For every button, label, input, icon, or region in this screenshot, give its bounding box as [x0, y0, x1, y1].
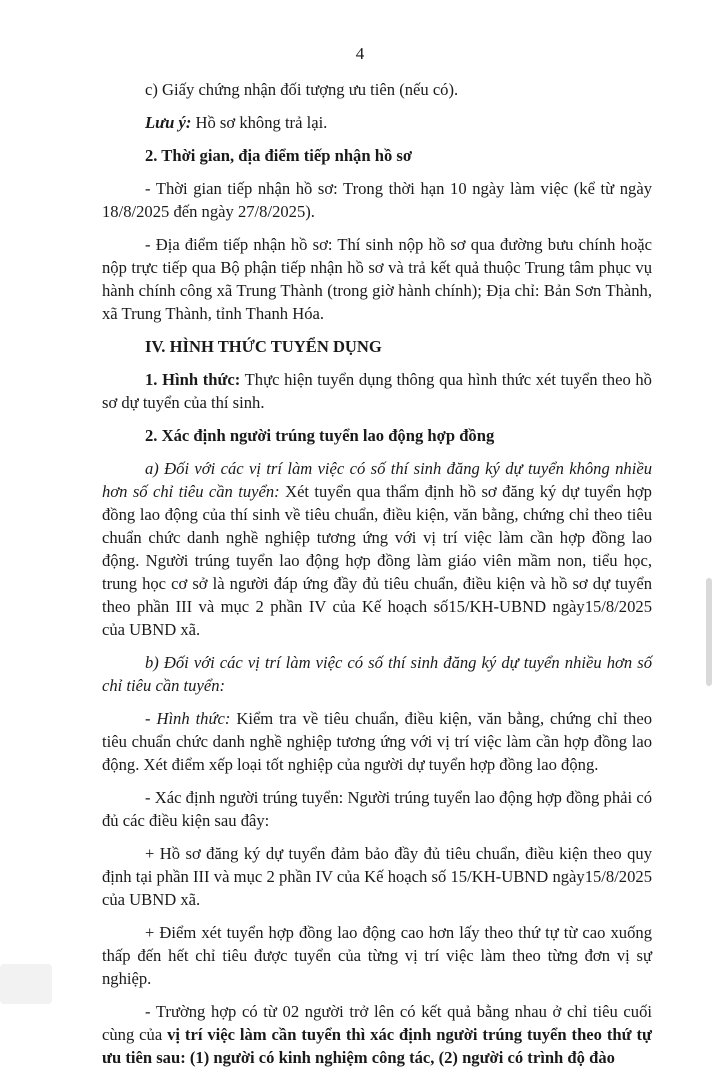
para-b-form [102, 707, 652, 776]
para-plus-2: + Điểm xét tuyển hợp đồng lao động cao hơn lấy theo thứ tự từ cao xuống thấp đến hết chỉ tiêu được tuyển của từng vị trí việc làm theo từng đơn vị sự nghiệp. [102, 923, 652, 988]
viewer-corner-button[interactable] [0, 964, 52, 1004]
form-label: 1. Hình thức: [145, 370, 241, 389]
b-form-label: - Hình thức: [145, 709, 231, 728]
scrollbar-thumb[interactable] [706, 578, 712, 686]
note-label: Lưu ý: [145, 113, 192, 132]
tie-break-bold: vị trí việc làm cần tuyển thì xác định người trúng tuyển theo thứ tự ưu tiên sau: (1) người có kinh nghiệm công tác, (2) người có trình độ đào [102, 1025, 652, 1067]
para-a-text: Xét tuyển qua thẩm định hồ sơ đăng ký dự tuyển hợp đồng lao động của thí sinh về tiêu chuẩn, điều kiện, văn bằng, chứng chỉ theo tiêu chuẩn chức danh nghề nghiệp tương ứng với vị trí việc làm cần hợp đồng lao động. Người trúng tuyển lao động hợp đồng làm giáo viên mầm non, tiểu học, trung học cơ sở là người đáp ứng đầy đủ tiêu chuẩn, điều kiện và hồ sơ dự tuyển theo phần III và mục 2 phần IV của Kế hoạch số15/KH-UBND ngày15/8/2025 của UBND xã. [102, 482, 652, 639]
para-determine: - Xác định người trúng tuyển: Người trúng tuyển lao động hợp đồng phải có đủ các điều kiện sau đây: [102, 788, 652, 830]
para-form [102, 368, 652, 414]
heading-section-iv: IV. HÌNH THỨC TUYỂN DỤNG [145, 337, 382, 356]
para-b: b) Đối với các vị trí làm việc có số thí sinh đăng ký dự tuyển nhiều hơn số chỉ tiêu cần tuyển: [102, 653, 652, 695]
para-receive-time: - Thời gian tiếp nhận hồ sơ: Trong thời hạn 10 ngày làm việc (kể từ ngày 18/8/2025 đến ngày 27/8/2025). [102, 179, 652, 221]
heading-determine-winner: 2. Xác định người trúng tuyển lao động hợp đồng [145, 426, 495, 445]
page-number: 4 [355, 44, 365, 63]
para-tie-break [102, 1000, 652, 1069]
para-c: c) Giấy chứng nhận đối tượng ưu tiên (nếu có). [145, 80, 459, 99]
b-form-text: Kiểm tra về tiêu chuẩn, điều kiện, văn bằng, chứng chỉ theo tiêu chuẩn chức danh nghề nghiệp tương ứng với vị trí việc làm cần hợp đồng lao động. Xét điểm xếp loại tốt nghiệp của người dự tuyển hợp đồng lao động. [102, 709, 652, 774]
para-receive-place: - Địa điểm tiếp nhận hồ sơ: Thí sinh nộp hồ sơ qua đường bưu chính hoặc nộp trực tiếp qua Bộ phận tiếp nhận hồ sơ và trả kết quả thuộc Trung tâm phục vụ hành chính công xã Trung Thành (trong giờ hành chính); Địa chỉ: Bản Sơn Thành, xã Trung Thành, tỉnh Thanh Hóa. [102, 235, 652, 323]
page-content [102, 78, 652, 1079]
tie-break-text: - Trường hợp có từ 02 người trở lên có kết quả bằng nhau ở chỉ tiêu cuối cùng của [102, 1002, 652, 1044]
para-a [102, 457, 652, 641]
heading-time-place: 2. Thời gian, địa điểm tiếp nhận hồ sơ [145, 146, 413, 165]
note-text: Hồ sơ không trả lại. [191, 113, 328, 132]
para-a-italic: a) Đối với các vị trí làm việc có số thí sinh đăng ký dự tuyển không nhiều hơn số chỉ tiêu cần tuyển: [102, 459, 652, 501]
form-text: Thực hiện tuyển dụng thông qua hình thức xét tuyển theo hồ sơ dự tuyển của thí sinh. [102, 370, 652, 412]
para-plus-1: + Hồ sơ đăng ký dự tuyển đảm bảo đầy đủ tiêu chuẩn, điều kiện theo quy định tại phần III và mục 2 phần IV của Kế hoạch số 15/KH-UBND ngày15/8/2025 của UBND xã. [102, 844, 652, 909]
note-paragraph [102, 111, 652, 134]
